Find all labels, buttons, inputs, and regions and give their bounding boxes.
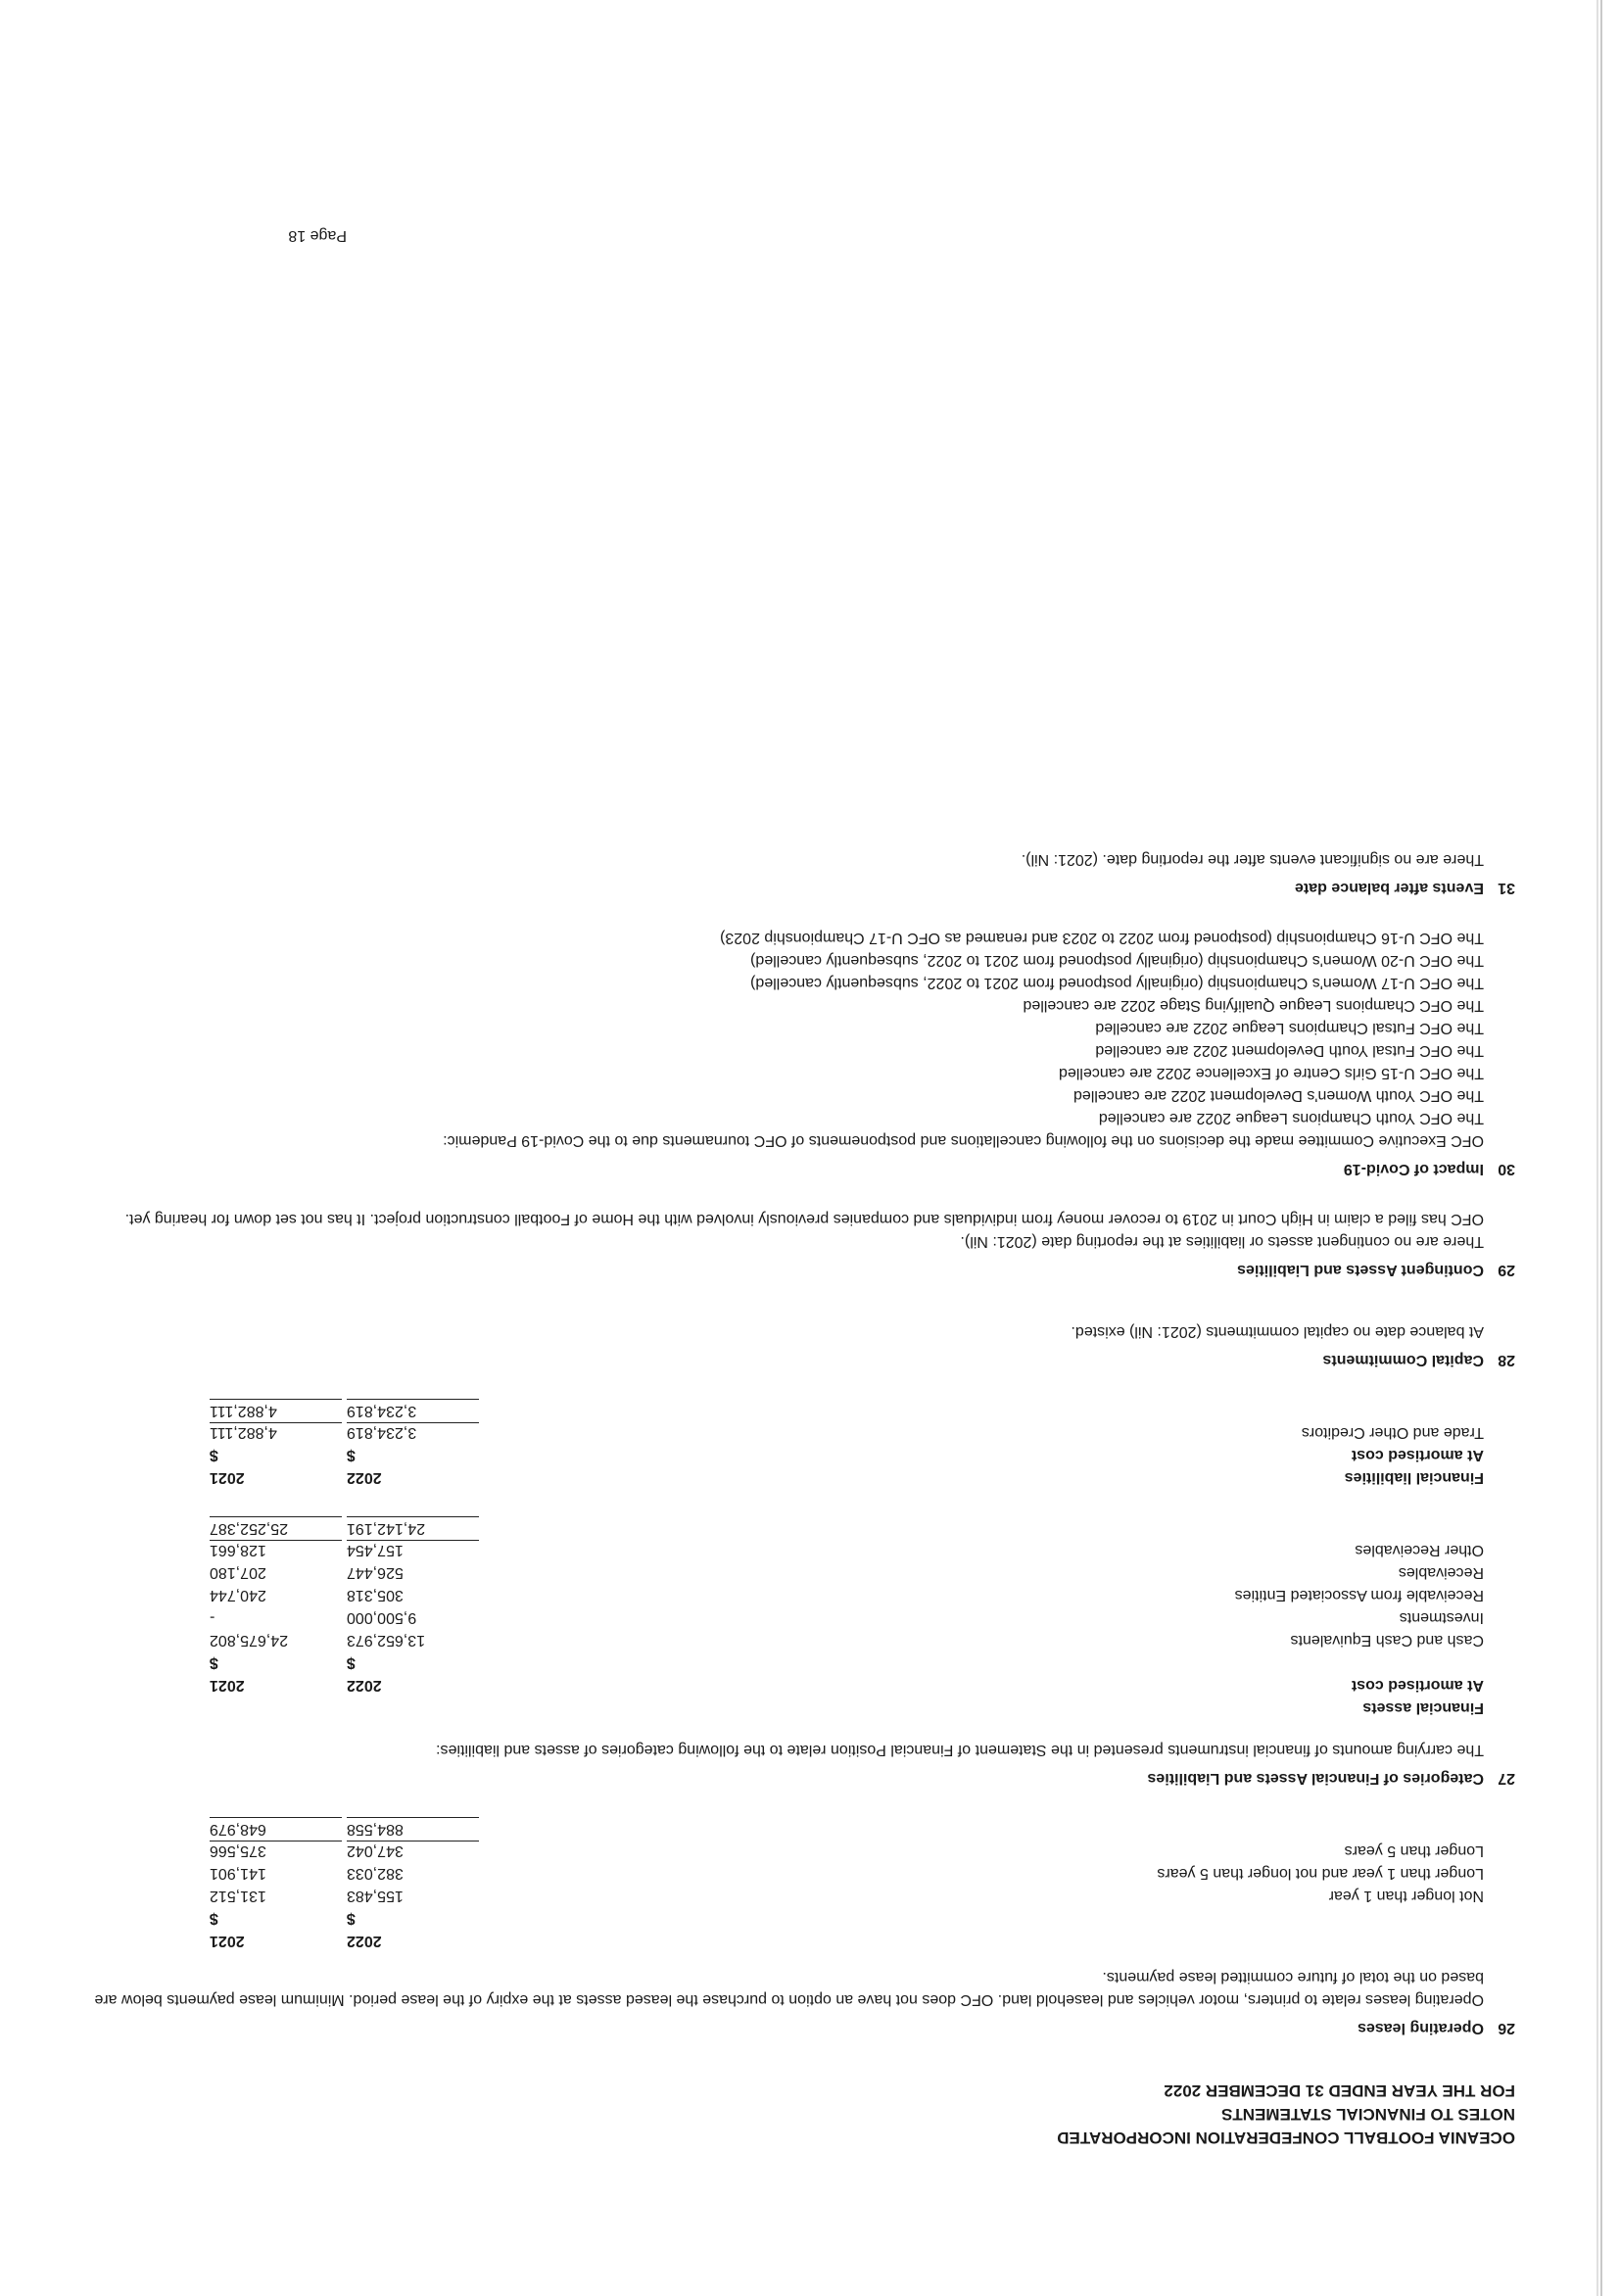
- measurement-basis: At amortised cost: [1351, 1677, 1484, 1694]
- table-row: [85, 1862, 1515, 1885]
- value-2021: 4,882,111: [210, 1424, 277, 1441]
- note-30-impact-of-covid-19: [85, 927, 1515, 1180]
- section-text: Operating leases relate to printers, motor vehicles and leasehold land. OFC does not have an option to purchase the leased assets at the expiry of the lease period. Minimum lease payments below are based on the total of future committed lease payments.: [94, 1969, 1484, 2008]
- value-2022: 157,454: [347, 1542, 404, 1558]
- table-row: [85, 1561, 1515, 1584]
- note-28-capital-commitments: [85, 1320, 1515, 1371]
- total-2021: 4,882,111: [210, 1399, 342, 1423]
- currency-symbol: $: [347, 1910, 356, 1927]
- total-2022: 3,234,819: [347, 1399, 479, 1423]
- total-2022: 884,558: [347, 1817, 479, 1842]
- value-2021: -: [210, 1609, 215, 1626]
- value-2022: 155,483: [347, 1888, 404, 1904]
- section-text: The carrying amounts of financial instruments presented in the Statement of Financial Position relate to the following categories of assets and liabilities:: [436, 1742, 1484, 1758]
- section-number: 29: [1498, 1262, 1515, 1278]
- section-title: Events after balance date: [1295, 880, 1484, 896]
- note-27-financial-categories: [85, 1399, 1515, 1790]
- table-row: [85, 1539, 1515, 1561]
- section-heading: [85, 1158, 1515, 1180]
- section-text: OFC Executive Committee made the decisions on the following cancellations and postponements of OFC tournaments due to the Covid-19 Pandemic:: [443, 1132, 1484, 1149]
- list-item: The OFC Futsal Youth Development 2022 are cancelled: [1095, 1042, 1484, 1059]
- scan-edge-line: [1600, 0, 1602, 2296]
- financial-liabilities-heading: Financial liabilities: [1344, 1469, 1484, 1486]
- section-number: 26: [1498, 2020, 1515, 2036]
- reporting-period: FOR THE YEAR ENDED 31 DECEMBER 2022: [1164, 2081, 1515, 2100]
- list-item: The OFC U-16 Championship (postponed from 2022 to 2023 and renamed as OFC U-17 Championship 2023): [720, 930, 1484, 946]
- value-2021: 131,512: [210, 1888, 266, 1904]
- list-item: The OFC Champions League Qualifying Stage 2022 are cancelled: [1023, 997, 1484, 1014]
- total-2022: 24,142,191: [347, 1516, 479, 1541]
- table-row: [85, 1606, 1515, 1629]
- total-2021: 648,979: [210, 1817, 342, 1842]
- value-2022: 3,234,819: [347, 1424, 417, 1441]
- section-heading: [85, 1767, 1515, 1790]
- total-row: [85, 1817, 1515, 1840]
- section-text: There are no contingent assets or liabilities at the reporting date (2021: Nil).: [960, 1233, 1484, 1250]
- value-2022: 347,042: [347, 1842, 404, 1859]
- section-text: OFC has filed a claim in High Court in 2019 to recover money from individuals and companies previously involved with the Home of Football construction project. It has not set down for hearing yet.: [124, 1211, 1484, 1227]
- financial-liabilities-header: [85, 1466, 1515, 1489]
- total-2021: 25,252,387: [210, 1516, 342, 1541]
- section-text: At balance date no capital commitments (2021: Nil) existed.: [1071, 1323, 1484, 1340]
- row-label: Not longer than 1 year: [1328, 1888, 1484, 1904]
- value-2022: 9,500,000: [347, 1609, 417, 1626]
- column-header-currency: [85, 1907, 1515, 1930]
- total-row: [85, 1399, 1515, 1421]
- financial-assets-heading: Financial assets: [1362, 1699, 1484, 1716]
- row-label: Longer than 5 years: [1344, 1842, 1484, 1859]
- section-heading: [85, 2017, 1515, 2039]
- currency-symbol: $: [210, 1654, 218, 1671]
- page-number: Page 18: [288, 227, 347, 244]
- column-header-currency: [85, 1444, 1515, 1466]
- section-number: 30: [1498, 1161, 1515, 1177]
- list-item: The OFC Futsal Champions League 2022 are cancelled: [1095, 1020, 1484, 1036]
- list-item: The OFC U-20 Women's Championship (originally postponed from 2021 to 2022, subsequently cancelled): [750, 952, 1484, 969]
- section-heading: [85, 1349, 1515, 1371]
- document-title: NOTES TO FINANCIAL STATEMENTS: [1220, 2105, 1515, 2124]
- value-2022: 13,652,973: [347, 1632, 426, 1649]
- table-row: [85, 1629, 1515, 1651]
- currency-symbol: $: [210, 1447, 218, 1463]
- year-2022: 2022: [347, 1677, 382, 1694]
- row-label: Other Receivables: [1355, 1542, 1484, 1558]
- section-number: 27: [1498, 1770, 1515, 1787]
- value-2021: 240,744: [210, 1587, 266, 1603]
- currency-symbol: $: [347, 1654, 356, 1671]
- year-2021: 2021: [210, 1469, 245, 1486]
- value-2021: 24,675,802: [210, 1632, 289, 1649]
- currency-symbol: $: [347, 1447, 356, 1463]
- note-31-events-after-balance-date: [85, 848, 1515, 899]
- section-title: Contingent Assets and Liabilities: [1237, 1262, 1484, 1278]
- measurement-basis: At amortised cost: [1351, 1447, 1484, 1463]
- list-item: The OFC U-17 Women's Championship (originally postponed from 2021 to 2022, subsequently cancelled): [750, 975, 1484, 991]
- value-2021: 141,901: [210, 1865, 266, 1882]
- currency-symbol: $: [210, 1910, 218, 1927]
- year-2021: 2021: [210, 1677, 245, 1694]
- year-2022: 2022: [347, 1469, 382, 1486]
- value-2021: 207,180: [210, 1564, 266, 1581]
- table-row: [85, 1584, 1515, 1606]
- row-label: Receivable from Associated Entities: [1234, 1587, 1484, 1603]
- value-2022: 305,318: [347, 1587, 404, 1603]
- row-label: Investments: [1399, 1609, 1484, 1626]
- section-text: There are no significant events after the reporting date. (2021: Nil).: [1021, 851, 1484, 868]
- year-2021: 2021: [210, 1933, 245, 1949]
- section-title: Impact of Covid-19: [1343, 1161, 1484, 1177]
- row-label: Receivables: [1398, 1564, 1484, 1581]
- section-title: Categories of Financial Assets and Liabilities: [1147, 1770, 1484, 1787]
- column-header-years: [85, 1674, 1515, 1697]
- note-26-operating-leases: [85, 1817, 1515, 2039]
- section-heading: [85, 1259, 1515, 1281]
- section-title: Operating leases: [1358, 2020, 1484, 2036]
- section-title: Capital Commitments: [1322, 1352, 1484, 1368]
- row-label: Longer than 1 year and not longer than 5 years: [1157, 1865, 1484, 1882]
- column-header-currency: [85, 1651, 1515, 1674]
- row-label: Trade and Other Creditors: [1301, 1424, 1484, 1441]
- column-header-years: [85, 1930, 1515, 1952]
- value-2022: 526,447: [347, 1564, 404, 1581]
- scan-edge-line: [1596, 0, 1598, 2296]
- section-heading: [85, 877, 1515, 899]
- list-item: The OFC U-15 Girls Centre of Excellence 2022 are cancelled: [1059, 1065, 1484, 1081]
- value-2021: 128,661: [210, 1542, 266, 1558]
- total-row: [85, 1516, 1515, 1539]
- year-2022: 2022: [347, 1933, 382, 1949]
- note-29-contingent-assets-liabilities: [85, 1208, 1515, 1281]
- org-name: OCEANIA FOOTBALL CONFEDERATION INCORPORATED: [1057, 2129, 1515, 2147]
- row-label: Cash and Cash Equivalents: [1290, 1632, 1484, 1649]
- document-body: [85, 848, 1515, 2149]
- section-number: 28: [1498, 1352, 1515, 1368]
- list-item: The OFC Youth Women's Development 2022 are cancelled: [1073, 1087, 1484, 1104]
- table-row: [85, 1840, 1515, 1862]
- table-row: [85, 1885, 1515, 1907]
- value-2021: 375,566: [210, 1842, 266, 1859]
- list-item: The OFC Youth Champions League 2022 are cancelled: [1098, 1110, 1484, 1126]
- table-row: [85, 1421, 1515, 1444]
- value-2022: 382,033: [347, 1865, 404, 1882]
- section-number: 31: [1498, 880, 1515, 896]
